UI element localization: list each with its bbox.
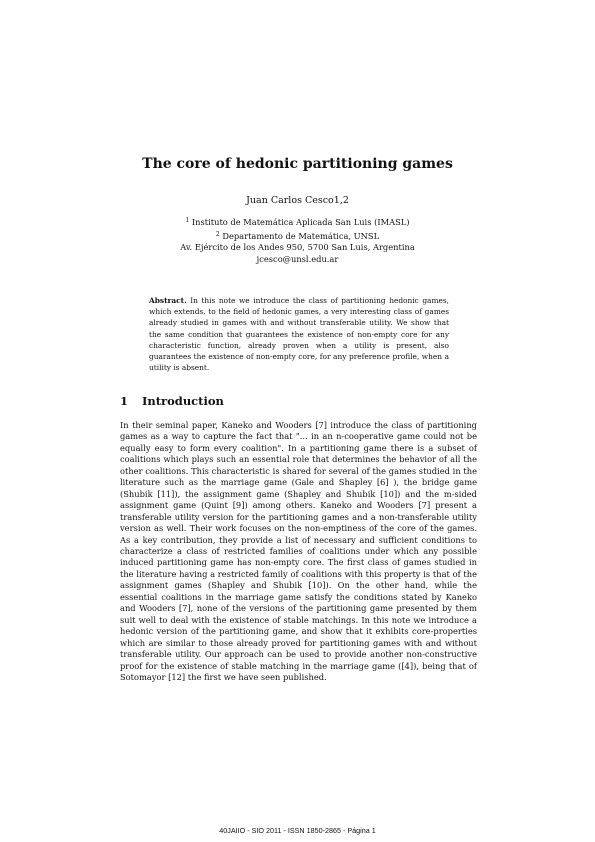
affiliation-line [0,229,595,243]
abstract [149,295,449,373]
section-title: Introduction [142,394,224,408]
affiliations [0,215,595,265]
affiliation-line [0,215,595,229]
affiliation-line [0,242,595,254]
affiliation-email [0,254,595,266]
affiliation-text: Departamento de Matemática, UNSL [222,230,380,241]
affiliation-sup: 1 [185,217,190,224]
affiliation-text: Av. Ejército de los Andes 950, 5700 San Luis, Argentina [180,242,415,252]
author-name: Juan Carlos Cesco1,2 [246,195,349,206]
affiliation-text: Instituto de Matemática Aplicada San Luis (IMASL) [191,217,410,227]
abstract-label: Abstract. [149,296,187,305]
page-footer: 40JAIIO - SIO 2011 - ISSN 1850-2865 - Página 1 [219,826,376,835]
body-paragraph: In their seminal paper, Kaneko and Wooders [7] introduce the class of partitioning games as a way to capture the fact that "... in an n-cooperative game could not be equally easy to form every coalition". In a partitioning game there is a subset of coalitions which plays such an essential role that determines the behavior of all the other coalitions. This characteristic is shared for several of the games studied in the literature such as the marriage game (Gale and Shapley [6] ), the bridge game (Shubik [11]), the assignment game (Shapley and Shubik [10]) and the m-sided assignment game (Quint [9]) among others. Kaneko and Wooders [7] present a transferable utility version for the partitioning games and a non-transferable utility version as well. Their work focuses on the non-emptiness of the core of the games. As a key contribution, they provide a list of necessary and sufficient conditions to characterize a class of restricted families of coalitions under which any possible induced partitioning game has non-empty core. The first class of games studied in the literature having a restricted family of coalitions with this property is that of the assignment games (Shapley and Shubik [10]). On the other hand, while the essential coalitions in the marriage game satisfy the conditions stated by Kaneko and Wooders [7], none of the versions of the partitioning game presented by them suit well to deal with the existence of stable matchings. In this note we introduce a hedonic version of the partitioning game, and show that it exhibits core-properties which are similar to those already proved for partitioning games with and without transferable utility. Our approach can be used to provide another non-constructive proof for the existence of stable matching in the marriage game ([4]), being that of Sotomayor [12] the first we have seen published. [120,420,477,682]
abstract-text: In this note we introduce the class of partitioning hedonic games, which extends, to the field of hedonic games, a very interesting class of games already studied in games with and without transferable utility. We show that the same condition that guarantees the existence of non-empty core for any characteristic function, already proven when a utility is present, also guarantees the existence of non-empty core, for any preference profile, when a utility is absent. [149,296,449,373]
email-text: jcesco@unsl.edu.ar [256,253,339,264]
section-heading [120,394,224,408]
section-number: 1 [120,394,129,408]
affiliation-sup: 2 [215,230,220,238]
paper-title: The core of hedonic partitioning games [142,156,453,172]
